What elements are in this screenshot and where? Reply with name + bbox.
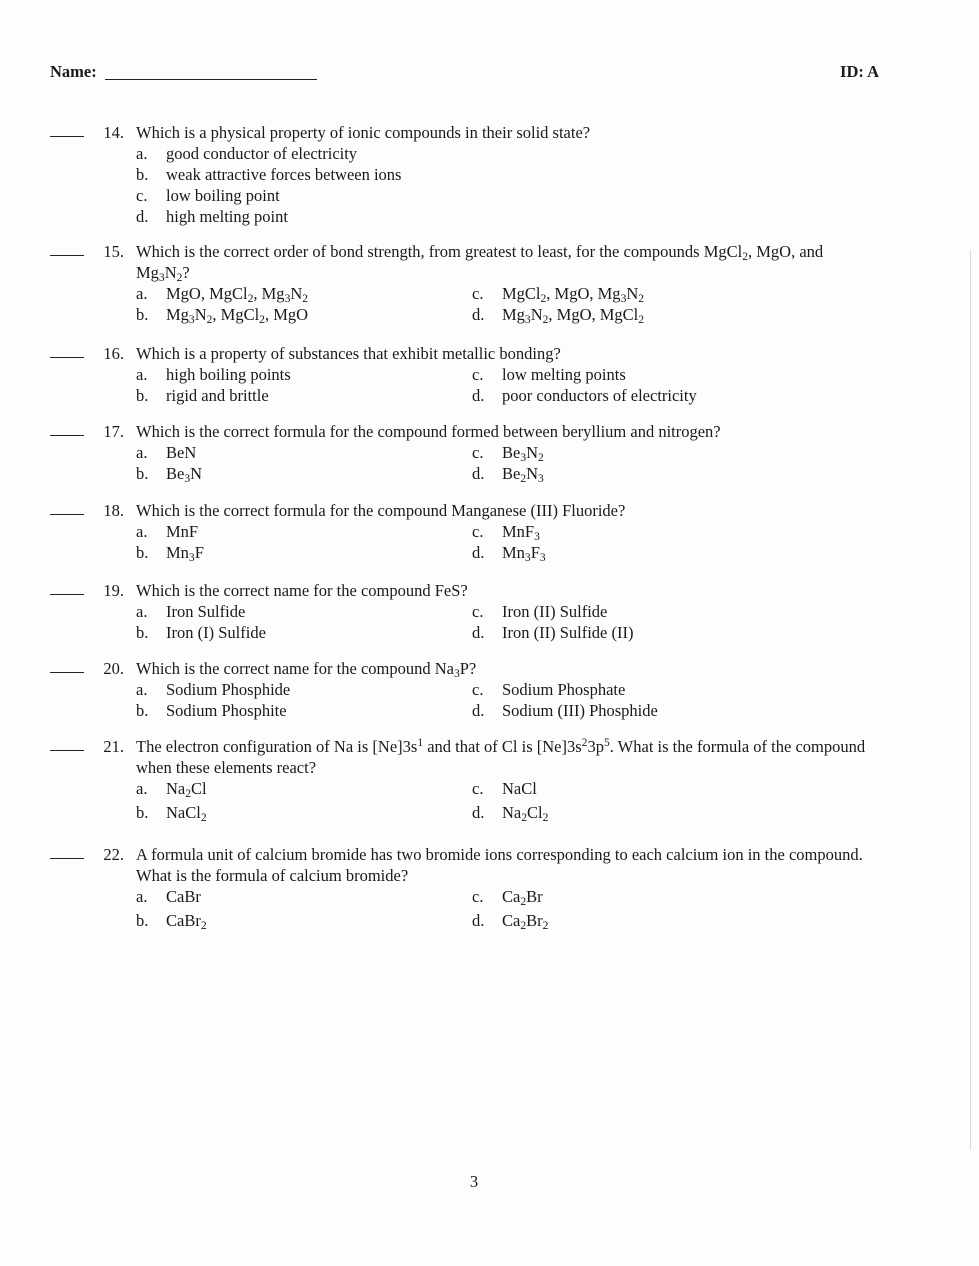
- option-text: Sodium Phosphite: [166, 701, 287, 720]
- option-text: high boiling points: [166, 365, 291, 384]
- answer-option[interactable]: [136, 304, 308, 325]
- option-letter: d.: [472, 305, 485, 324]
- scan-edge-line: [970, 250, 971, 1150]
- option-text: rigid and brittle: [166, 386, 269, 405]
- answer-option[interactable]: [136, 542, 204, 563]
- option-letter: c.: [472, 522, 484, 541]
- page-header: [50, 62, 879, 86]
- question-number: 22.: [103, 845, 124, 864]
- option-text: $Mg_3N_2$, MgO, MgCl$_2$: [502, 305, 645, 326]
- question-stem: Which is the correct name for the compound $Na_3P$?: [136, 659, 477, 680]
- option-letter: b.: [136, 305, 149, 324]
- option-letter: c.: [472, 365, 484, 384]
- answer-option[interactable]: [136, 442, 196, 463]
- option-letter: b.: [136, 803, 149, 822]
- option-letter: b.: [136, 464, 149, 483]
- question-number: 14.: [103, 123, 124, 142]
- answer-option[interactable]: [136, 185, 280, 206]
- option-text: $Mg_3N_2$, MgCl$_2$, MgO: [166, 305, 309, 326]
- option-letter: a.: [136, 522, 148, 541]
- option-text: Iron (I) Sulfide: [166, 623, 266, 642]
- option-letter: d.: [472, 803, 485, 822]
- option-text: Iron (II) Sulfide: [502, 602, 608, 621]
- answer-option[interactable]: [136, 700, 287, 721]
- answer-option[interactable]: [472, 601, 607, 622]
- option-text: weak attractive forces between ions: [166, 165, 402, 184]
- question-stem: Which is a physical property of ionic compounds in their solid state?: [136, 123, 591, 142]
- answer-option[interactable]: [472, 385, 697, 406]
- answer-option[interactable]: [136, 364, 291, 385]
- answer-option[interactable]: [472, 542, 546, 563]
- answer-option[interactable]: [136, 283, 308, 304]
- answer-blank[interactable]: [50, 255, 84, 256]
- option-letter: b.: [136, 911, 149, 930]
- option-text: CaBr$_2$: [166, 911, 207, 932]
- option-text: Sodium Phosphide: [166, 680, 291, 699]
- option-letter: d.: [472, 623, 485, 642]
- answer-option[interactable]: [472, 521, 540, 542]
- option-text: Sodium (III) Phosphide: [502, 701, 658, 720]
- answer-option[interactable]: [472, 283, 644, 304]
- option-letter: a.: [136, 443, 148, 462]
- answer-option[interactable]: [472, 886, 543, 907]
- option-letter: c.: [136, 186, 148, 205]
- option-letter: b.: [136, 386, 149, 405]
- answer-option[interactable]: [136, 521, 198, 542]
- option-letter: b.: [136, 165, 149, 184]
- answer-blank[interactable]: [50, 750, 84, 751]
- answer-option[interactable]: [136, 164, 401, 185]
- option-text: BeN: [166, 443, 197, 462]
- answer-blank[interactable]: [50, 136, 84, 137]
- option-text: low melting points: [502, 365, 626, 384]
- option-text: NaCl: [502, 779, 537, 798]
- answer-option[interactable]: [472, 700, 658, 721]
- answer-option[interactable]: [136, 206, 288, 227]
- answer-option[interactable]: [136, 802, 207, 823]
- answer-blank[interactable]: [50, 594, 84, 595]
- option-text: Iron Sulfide: [166, 602, 246, 621]
- option-text: $Ca_2Br$: [502, 887, 543, 908]
- option-text: low boiling point: [166, 186, 280, 205]
- answer-option[interactable]: [472, 778, 537, 799]
- question-number: 19.: [103, 581, 124, 600]
- answer-option[interactable]: [472, 442, 544, 463]
- question-number: 16.: [103, 344, 124, 363]
- option-letter: d.: [472, 701, 485, 720]
- answer-blank[interactable]: [50, 357, 84, 358]
- answer-option[interactable]: [472, 679, 625, 700]
- option-text: $Na_2Cl_2$: [502, 803, 549, 824]
- question-stem: Which is the correct formula for the compound Manganese (III) Fluoride?: [136, 501, 626, 520]
- option-letter: a.: [136, 602, 148, 621]
- answer-option[interactable]: [136, 778, 207, 799]
- option-letter: d.: [472, 911, 485, 930]
- question-number: 15.: [103, 242, 124, 261]
- answer-option[interactable]: [472, 463, 544, 484]
- name-label: Name:: [50, 62, 97, 81]
- answer-option[interactable]: [472, 622, 633, 643]
- option-text: $Ca_2Br_2$: [502, 911, 549, 932]
- option-letter: a.: [136, 887, 148, 906]
- option-text: $Be_2N_3$: [502, 464, 544, 485]
- answer-option[interactable]: [472, 802, 548, 823]
- option-text: $Be_3N$: [166, 464, 203, 485]
- option-text: MnF$_3$: [502, 522, 540, 543]
- question-stem: The electron configuration of Na is $[Ne]3s^1$ and that of Cl is $[Ne]3s^23p^5$. What is the formula of the compound when these elements react?: [136, 737, 866, 777]
- option-text: $Mn_3F_3$: [502, 543, 546, 564]
- option-text: high melting point: [166, 207, 288, 226]
- option-text: $Na_2Cl$: [166, 779, 207, 800]
- option-letter: c.: [472, 443, 484, 462]
- option-letter: a.: [136, 680, 148, 699]
- option-letter: a.: [136, 365, 148, 384]
- option-text: poor conductors of electricity: [502, 386, 697, 405]
- answer-option[interactable]: [472, 304, 644, 325]
- page-number: 3: [469, 1172, 479, 1191]
- option-text: NaCl$_2$: [166, 803, 207, 824]
- question-stem: Which is the correct name for the compound FeS?: [136, 581, 468, 600]
- answer-option[interactable]: [136, 622, 266, 643]
- question-stem: Which is the correct order of bond strength, from greatest to least, for the compounds MgCl$_2$, MgO, and $Mg_3N_2$?: [136, 242, 824, 284]
- option-letter: c.: [472, 284, 484, 303]
- question-stem: Which is the correct formula for the compound formed between beryllium and nitrogen?: [136, 422, 721, 441]
- answer-option[interactable]: [136, 910, 207, 931]
- question-number: 17.: [103, 422, 124, 441]
- answer-option[interactable]: [136, 385, 269, 406]
- answer-option[interactable]: [136, 143, 357, 164]
- option-letter: d.: [472, 543, 485, 562]
- option-letter: c.: [472, 887, 484, 906]
- option-text: MgCl$_2$, MgO, $Mg_3N_2$: [502, 284, 645, 305]
- option-text: $Mn_3F$: [166, 543, 204, 564]
- answer-blank[interactable]: [50, 435, 84, 436]
- option-text: CaBr: [166, 887, 201, 906]
- option-letter: b.: [136, 543, 149, 562]
- option-letter: a.: [136, 284, 148, 303]
- option-letter: d.: [472, 464, 485, 483]
- question-number: 21.: [103, 737, 124, 756]
- option-text: Sodium Phosphate: [502, 680, 626, 699]
- option-letter: b.: [136, 701, 149, 720]
- answer-blank[interactable]: [50, 858, 84, 859]
- answer-blank[interactable]: [50, 672, 84, 673]
- option-letter: c.: [472, 779, 484, 798]
- name-blank-line[interactable]: [105, 79, 317, 80]
- answer-option[interactable]: [472, 364, 626, 385]
- option-letter: d.: [136, 207, 149, 226]
- answer-option[interactable]: [136, 463, 202, 484]
- option-text: $Be_3N_2$: [502, 443, 544, 464]
- answer-option[interactable]: [472, 910, 548, 931]
- option-text: Iron (II) Sulfide (II): [502, 623, 634, 642]
- id-label: ID: A: [840, 62, 879, 81]
- option-text: good conductor of electricity: [166, 144, 358, 163]
- question-number: 18.: [103, 501, 124, 520]
- option-letter: b.: [136, 623, 149, 642]
- question-number: 20.: [103, 659, 124, 678]
- option-letter: a.: [136, 144, 148, 163]
- option-text: MnF: [166, 522, 199, 541]
- question-stem: A formula unit of calcium bromide has two bromide ions corresponding to each calcium ion in the compound. What is the formula of calcium bromide?: [136, 845, 863, 885]
- option-letter: a.: [136, 779, 148, 798]
- answer-blank[interactable]: [50, 514, 84, 515]
- option-letter: c.: [472, 680, 484, 699]
- option-text: MgO, MgCl$_2$, $Mg_3N_2$: [166, 284, 309, 305]
- question-stem: Which is a property of substances that exhibit metallic bonding?: [136, 344, 561, 363]
- answer-option[interactable]: [136, 886, 201, 907]
- option-letter: c.: [472, 602, 484, 621]
- answer-option[interactable]: [136, 679, 290, 700]
- answer-option[interactable]: [136, 601, 245, 622]
- option-letter: d.: [472, 386, 485, 405]
